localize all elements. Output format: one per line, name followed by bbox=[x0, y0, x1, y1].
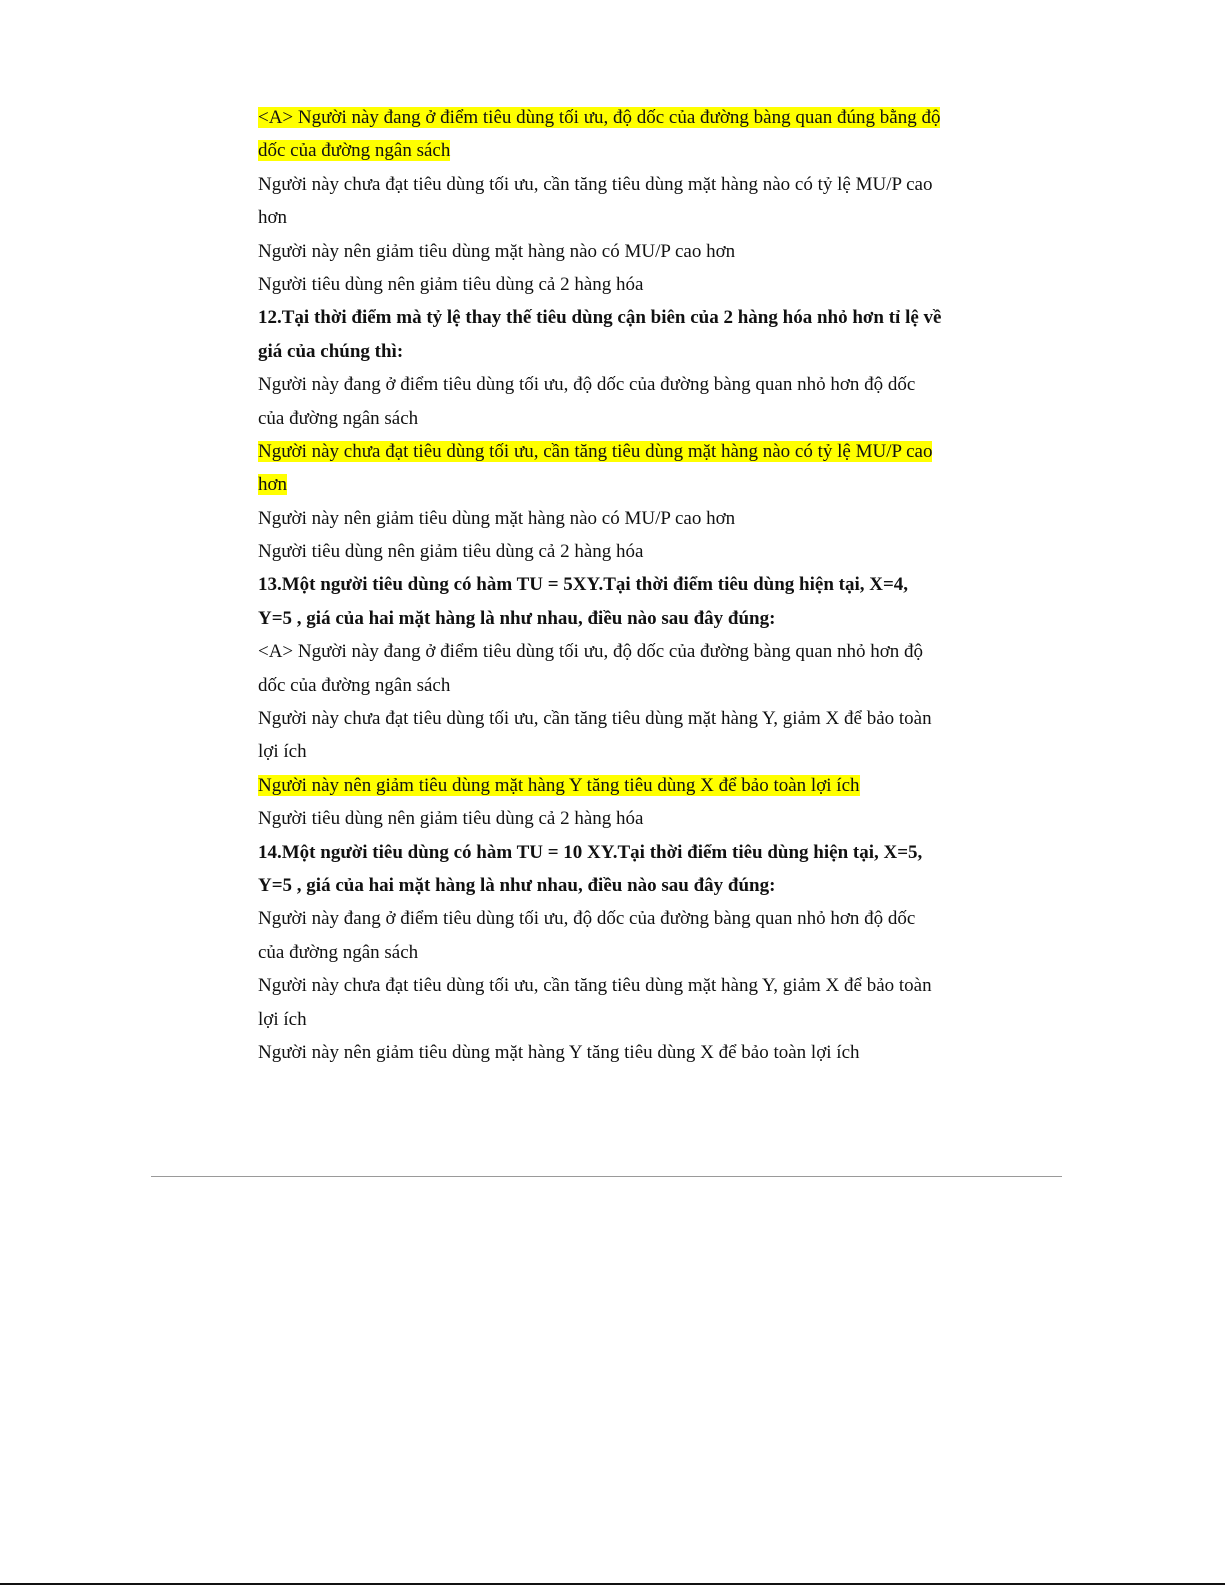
line-text: lợi ích bbox=[258, 741, 307, 763]
line-text: Y=5 , giá của hai mặt hàng là như nhau, điều nào sau đây đúng: bbox=[258, 874, 776, 896]
line-text: dốc của đường ngân sách bbox=[258, 674, 451, 696]
answer-option-line bbox=[258, 468, 958, 501]
highlighted-text: <A> Người này đang ở điểm tiêu dùng tối ưu, độ dốc của đường bàng quan đúng bằng độ bbox=[258, 107, 941, 128]
answer-option-line bbox=[258, 168, 958, 201]
highlighted-text: dốc của đường ngân sách bbox=[258, 140, 451, 162]
line-text: Y=5 , giá của hai mặt hàng là như nhau, điều nào sau đây đúng: bbox=[258, 607, 776, 629]
line-text: Người này đang ở điểm tiêu dùng tối ưu, độ dốc của đường bàng quan nhỏ hơn độ dốc bbox=[258, 908, 916, 930]
answer-option-line bbox=[258, 769, 958, 802]
answer-option-line bbox=[258, 669, 958, 702]
answer-option-line bbox=[258, 936, 958, 969]
question-line bbox=[258, 869, 958, 902]
line-text: Người tiêu dùng nên giảm tiêu dùng cả 2 hàng hóa bbox=[258, 541, 644, 563]
answer-option-line bbox=[258, 1003, 958, 1036]
line-text: Người này nên giảm tiêu dùng mặt hàng nào có MU/P cao hơn bbox=[258, 240, 736, 262]
line-text: Người này chưa đạt tiêu dùng tối ưu, cần tăng tiêu dùng mặt hàng nào có tỷ lệ MU/P cao bbox=[258, 173, 933, 195]
line-text: Người này chưa đạt tiêu dùng tối ưu, cần tăng tiêu dùng mặt hàng Y, giảm X để bảo toàn bbox=[258, 975, 932, 997]
answer-option-line bbox=[258, 235, 958, 268]
highlighted-text: Người này chưa đạt tiêu dùng tối ưu, cần tăng tiêu dùng mặt hàng nào có tỷ lệ MU/P cao bbox=[258, 440, 933, 462]
line-text: của đường ngân sách bbox=[258, 941, 419, 963]
question-line bbox=[258, 602, 958, 635]
line-text: Người này đang ở điểm tiêu dùng tối ưu, độ dốc của đường bàng quan nhỏ hơn độ dốc bbox=[258, 374, 916, 396]
line-text: Người tiêu dùng nên giảm tiêu dùng cả 2 hàng hóa bbox=[258, 273, 644, 295]
line-text: Người tiêu dùng nên giảm tiêu dùng cả 2 hàng hóa bbox=[258, 808, 644, 830]
answer-option-line bbox=[258, 502, 958, 535]
line-text: 14.Một người tiêu dùng có hàm TU = 10 XY.Tại thời điểm tiêu dùng hiện tại, X=5, bbox=[258, 841, 923, 863]
answer-option-line bbox=[258, 969, 958, 1002]
answer-option-line bbox=[258, 635, 958, 668]
highlighted-text: Người này nên giảm tiêu dùng mặt hàng Y tăng tiêu dùng X để bảo toàn lợi ích bbox=[258, 774, 860, 796]
answer-option-line bbox=[258, 435, 958, 468]
answer-option-line bbox=[258, 101, 958, 134]
line-text: 12.Tại thời điểm mà tỷ lệ thay thế tiêu dùng cận biên của 2 hàng hóa nhỏ hơn tỉ lệ về bbox=[258, 307, 942, 329]
line-text: của đường ngân sách bbox=[258, 407, 419, 429]
answer-option-line bbox=[258, 802, 958, 835]
answer-option-line bbox=[258, 735, 958, 768]
document-body bbox=[258, 101, 958, 1069]
line-text: hơn bbox=[258, 207, 288, 229]
line-text: <A> Người này đang ở điểm tiêu dùng tối ưu, độ dốc của đường bàng quan nhỏ hơn độ bbox=[258, 641, 924, 663]
answer-option-line bbox=[258, 535, 958, 568]
line-text: giá của chúng thì: bbox=[258, 340, 404, 362]
question-line bbox=[258, 568, 958, 601]
answer-option-line bbox=[258, 268, 958, 301]
answer-option-line bbox=[258, 201, 958, 234]
answer-option-line bbox=[258, 702, 958, 735]
highlighted-text: hơn bbox=[258, 474, 288, 496]
line-text: Người này nên giảm tiêu dùng mặt hàng Y tăng tiêu dùng X để bảo toàn lợi ích bbox=[258, 1041, 860, 1063]
line-text: 13.Một người tiêu dùng có hàm TU = 5XY.Tại thời điểm tiêu dùng hiện tại, X=4, bbox=[258, 574, 909, 596]
question-line bbox=[258, 836, 958, 869]
question-line bbox=[258, 301, 958, 334]
answer-option-line bbox=[258, 134, 958, 167]
answer-option-line bbox=[258, 902, 958, 935]
line-text: Người này chưa đạt tiêu dùng tối ưu, cần tăng tiêu dùng mặt hàng Y, giảm X để bảo toàn bbox=[258, 708, 932, 730]
line-text: lợi ích bbox=[258, 1008, 307, 1030]
line-text: Người này nên giảm tiêu dùng mặt hàng nào có MU/P cao hơn bbox=[258, 507, 736, 529]
page-divider bbox=[151, 1176, 1062, 1177]
question-line bbox=[258, 335, 958, 368]
answer-option-line bbox=[258, 368, 958, 401]
answer-option-line bbox=[258, 402, 958, 435]
answer-option-line bbox=[258, 1036, 958, 1069]
